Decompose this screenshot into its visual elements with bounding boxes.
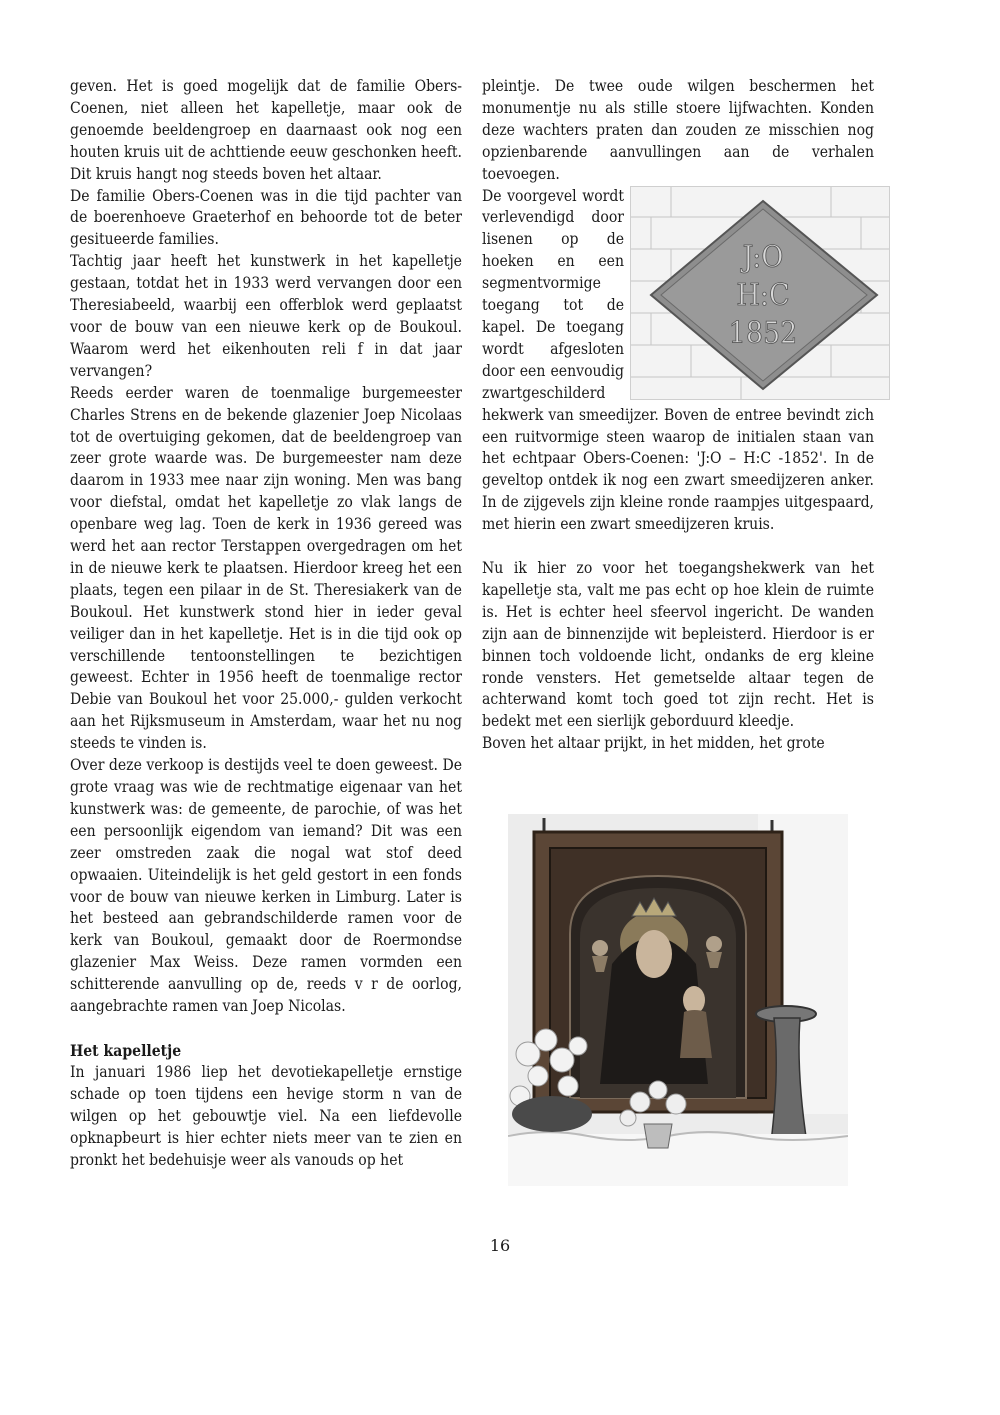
stone-inscription-line3: 1852: [728, 315, 798, 351]
section-heading: Het kapelletje: [70, 1040, 182, 1060]
paragraph: In januari 1986 liep het devotiekapelletje ernstige schade op toen tijdens een hevige storm n van de wilgen op het gebouwtje viel. Na een liefdevolle opknapbeurt is hier echter niets meer van te zien en pronkt het bedehuisje weer als vanouds op het: [70, 1062, 462, 1169]
altar-icon-photo: [508, 814, 848, 1186]
stone-inscription-line2: H:C: [736, 277, 790, 313]
paragraph-gap: [482, 536, 874, 558]
date-stone-photo: [630, 186, 890, 400]
paragraph: geven. Het is goed mogelijk dat de familie Obers-Coenen, niet alleen het kapelletje, maar ook de genoemde beeldengroep en daarnaast ook nog een houten kruis uit de achttiende eeuw geschonken heeft. Dit kruis hangt nog steeds boven het altaar.: [70, 77, 462, 183]
right-column: [482, 76, 874, 755]
paragraph: pleintje. De twee oude wilgen beschermen het monumentje nu als stille stoere lijfwachten. Konden deze wachters praten dan zouden ze misschien nog opzienbarende aanvullingen aan de verhalen toevoegen.: [482, 77, 874, 183]
stone-inscription-line1: J:O: [742, 239, 784, 275]
paragraph: Reeds eerder waren de toenmalige burgemeester Charles Strens en de bekende glazenier Joep Nicolaas tot de overtuiging gekomen, dat de beeldengroep van zeer grote waarde was. De burgemeester nam deze daarom in 1933 mee naar zijn woning. Men was bang voor diefstal, omdat het kapelletje zo vlak langs de openbare weg lag. Toen de kerk in 1936 gereed was werd het aan rector Terstappen overgedragen om het in de nieuwe kerk te plaatsen. Hierdoor kreeg het een plaats, tegen een pilaar in de St. Theresiakerk van de Boukoul. Het kunstwerk stond hier in ieder geval veiliger dan in het kapelletje. Het is in die tijd ook op verschillende tentoonstellingen te bezichtigen geweest. Echter in 1956 heeft de toenmalige rector Debie van Boukoul het voor 25.000,- gulden verkocht aan het Rijksmuseum in Amsterdam, waar het nu nog steeds te vinden is.: [70, 383, 462, 753]
paragraph: Tachtig jaar heeft het kunstwerk in het kapelletje gestaan, totdat het in 1933 werd vervangen door een Theresiabeeld, waarbij een offerblok werd geplaatst voor de bouw van een nieuwe kerk op de Boukoul. Waarom werd het eikenhouten reli f in dat jaar vervangen?: [70, 252, 462, 380]
paragraph: De voorgevel wordt verlevendigd door lisenen op de hoeken en een segmentvormige toegang tot de kapel. De toegang wordt afgesloten door een eenvoudig zwartgeschilderd hekwerk van smeedijzer. Boven de entree bevindt zich een ruitvormige steen waarop de initialen staan van het echtpaar Obers-Coenen: 'J:O – H:C -1852'. In de geveltop ontdek ik nog een zwart smeedijzeren anker. In de zijgevels zijn kleine ronde raampjes uitgespaard, met hierin een zwart smeedijzeren kruis.: [482, 186, 874, 534]
paragraph: De familie Obers-Coenen was in die tijd pachter van de boerenhoeve Graeterhof en behoorde tot de beter gesitueerde families.: [70, 186, 462, 249]
altar-painting-image: [508, 814, 848, 1186]
paragraph: Boven het altaar prijkt, in het midden, het grote: [482, 734, 825, 753]
left-column: [70, 76, 462, 1171]
paragraph: Nu ik hier zo voor het toegangshekwerk van het kapelletje sta, valt me pas echt op hoe klein de ruimte is. Het is echter heel sfeervol ingericht. De wanden zijn aan de binnenzijde wit bepleisterd. Hierdoor is er binnen toch voldoende licht, ondanks de erg kleine ronde vensters. Het gemetselde altaar tegen de achterwand komt toch goed tot zijn recht. Het is bedekt met een sierlijk geborduurd kleedje.: [482, 559, 874, 731]
paragraph: Over deze verkoop is destijds veel te doen geweest. De grote vraag was wie de rechtmatige eigenaar van het kunstwerk was: de gemeente, de parochie, of was het een persoonlijk eigendom van iemand? Dit was een zeer omstreden zaak die nogal wat stof deed opwaaien. Uiteindelijk is het geld gestort in een fonds voor de bouw van nieuwe kerken in Limburg. Later is het besteed aan gebrandschilderde ramen voor de kerk van Boukoul, gemaakt door de Roermondse glazenier Max Weiss. Deze ramen vormden een schitterende aanvulling op de, reeds v r de oorlog, aangebrachte ramen van Joep Nicolas.: [70, 756, 462, 1016]
page-number: 16: [489, 1236, 511, 1255]
date-stone-image: [631, 187, 889, 399]
